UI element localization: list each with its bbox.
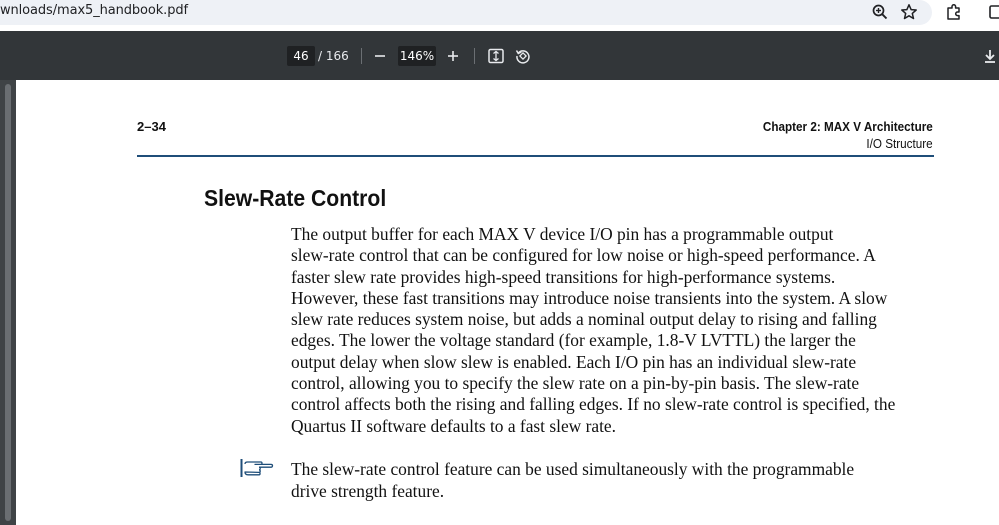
rotate-icon	[514, 47, 532, 65]
tab-icon[interactable]	[988, 3, 999, 21]
note-text	[291, 458, 936, 502]
fit-page-icon	[487, 47, 505, 65]
address-bar	[0, 0, 999, 31]
paragraph-line: The output buffer for each MAX V device I/O pin has a programmable output	[291, 224, 834, 244]
paragraph-line: faster slew rate provides high-speed transitions for high-performance systems.	[291, 266, 836, 287]
scroll-thumb[interactable]	[5, 84, 11, 521]
zoom-out-button[interactable]	[369, 45, 391, 67]
note-line: The slew-rate control feature can be used simultaneously with the programmable	[291, 459, 855, 479]
paragraph-line: slew rate reduces system noise, but adds a nominal output delay to rising and falling	[291, 309, 877, 330]
page-total: / 166	[318, 49, 349, 63]
zoom-level-input[interactable]: 146%	[398, 46, 436, 66]
zoom-icon[interactable]	[871, 3, 889, 21]
zoom-in-icon	[446, 49, 460, 63]
body-paragraph	[291, 224, 936, 437]
paragraph-line: However, these fast transitions may introduce noise transients into the system. A slow	[291, 287, 888, 308]
omnibox[interactable]	[0, 0, 932, 25]
extensions-icon[interactable]	[945, 3, 963, 21]
paragraph-line: control affects both the rising and falling edges. If no slew-rate control is specified, the	[291, 394, 896, 415]
paragraph-line: slew-rate control that can be configured for low noise or high-speed performance. A	[291, 245, 876, 266]
toolbar-divider	[474, 48, 475, 64]
chapter-title: Chapter 2: MAX V Architecture	[763, 119, 933, 134]
fit-page-button[interactable]	[485, 45, 507, 67]
section-heading: Slew-Rate Control	[204, 185, 387, 211]
download-icon	[982, 48, 998, 64]
page-number-label: 2–34	[137, 119, 166, 134]
paragraph-line: Quartus II software defaults to a fast slew rate.	[291, 415, 616, 436]
note-line: drive strength feature.	[291, 481, 445, 501]
star-icon[interactable]	[900, 3, 918, 21]
paragraph-line: edges. The lower the voltage standard (for example, 1.8-V LVTTL) the larger the	[291, 330, 856, 351]
toolbar-divider	[361, 48, 362, 64]
zoom-in-button[interactable]	[442, 45, 464, 67]
chapter-subtitle: I/O Structure	[866, 136, 933, 151]
zoom-out-icon	[373, 49, 387, 63]
pdf-toolbar	[0, 31, 999, 80]
url-text[interactable]: wnloads/max5_handbook.pdf	[0, 3, 188, 18]
paragraph-line: output delay when slow slew is enabled. Each I/O pin has an individual slew-rate	[291, 351, 857, 372]
download-button[interactable]	[979, 45, 999, 67]
pointing-hand-icon	[240, 458, 276, 478]
header-rule	[137, 155, 934, 157]
paragraph-line: control, allowing you to specify the slew rate on a pin-by-pin basis. The slew-rate	[291, 373, 860, 394]
rotate-button[interactable]	[512, 45, 534, 67]
page-number-input[interactable]: 46	[287, 46, 315, 66]
